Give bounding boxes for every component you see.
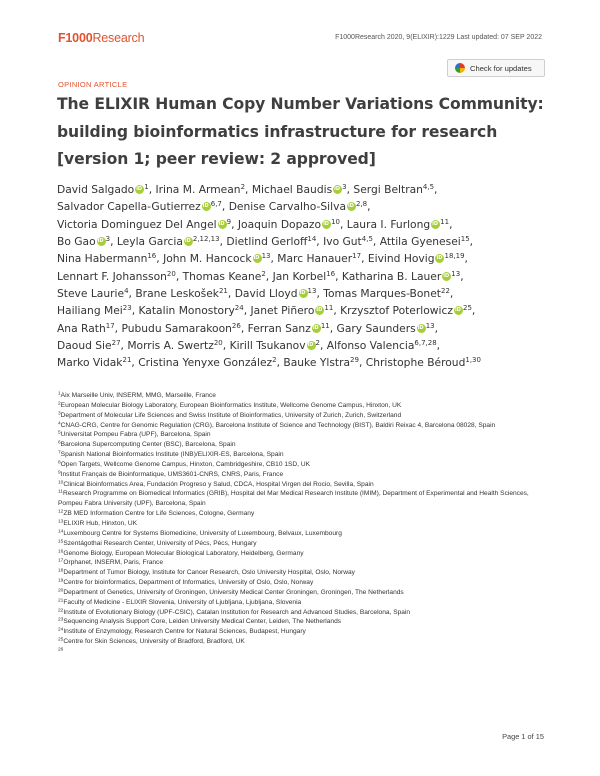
affiliation-number: 5 (58, 430, 61, 436)
affiliation-text: European Molecular Biology Laboratory, European Bioinformatics Institute, Wellcome Genome Campus, Hinxton, UK (60, 401, 402, 409)
affiliation-text: Spanish National Bioinformatics Institute (INB)/ELIXIR-ES, Barcelona, Spain (60, 451, 284, 459)
check-updates-button[interactable] (447, 59, 545, 77)
affiliation-marker: 4,5 (422, 183, 435, 191)
author-name-text: Irina M. Armean (155, 183, 241, 196)
orcid-icon[interactable] (431, 220, 440, 229)
author-name[interactable] (57, 287, 129, 300)
author-name[interactable] (163, 252, 270, 265)
affiliation-marker: 18,19 (444, 252, 465, 261)
author-line: David SalgadoiD $^1$, Irina M. Armean$^2$, Michael BaudisiD $^3$, Sergi Beltran$^{4,5}$, (57, 181, 557, 198)
author-name[interactable] (57, 252, 156, 265)
author-name-text: Thomas Keane (182, 269, 262, 283)
affiliation-number: 10 (58, 480, 64, 486)
author-line: Salvador Capella-GutierreziD $^{6,7}$, Denise Carvalho-SilvaiD $^{2,8}$, (57, 198, 557, 215)
author-line: Victoria Dominguez Del AngeliD $^9$, Joaquin DopazoiD $^{10}$, Laura I. FurlongiD $^{11}$, (57, 216, 557, 233)
author-name[interactable] (327, 339, 437, 352)
affiliation-marker: 25 (462, 304, 472, 313)
affiliation-marker: 20 (166, 269, 176, 278)
affiliation-item (58, 568, 548, 578)
crossmark-icon (455, 63, 465, 73)
author-name-text: Marc Hanauer (277, 252, 353, 266)
author-line: Ana Rath$^{17}$, Pubudu Samarakoon$^{26}$, Ferran SanziD $^{11}$, Gary SaundersiD $^{13}$, (57, 320, 557, 337)
author-name[interactable] (155, 183, 245, 196)
affiliation-number: 6 (58, 440, 61, 446)
affiliation-item (58, 391, 548, 401)
orcid-icon[interactable] (442, 272, 451, 281)
affiliation-number: 17 (58, 558, 64, 564)
orcid-icon[interactable] (184, 237, 193, 246)
author-name[interactable] (138, 304, 243, 317)
affiliation-text: Institute of Enzymology, Research Centre for Natural Sciences, Budapest, Hungary (63, 628, 306, 636)
affiliation-marker: 9 (226, 217, 232, 226)
affiliation-marker: 24 (234, 304, 244, 313)
orcid-icon[interactable] (333, 185, 342, 194)
affiliation-marker: 21 (218, 287, 228, 296)
affiliation-text: Centre for bioinformatics, Department of Informatics, University of Oslo, Oslo, Norway (63, 579, 314, 587)
journal-logo[interactable] (58, 31, 144, 45)
article-type: OPINION ARTICLE (58, 80, 128, 89)
author-name[interactable] (323, 287, 450, 300)
author-name-text: Lennart F. Johansson (57, 269, 167, 283)
affiliation-text: Orphanet, INSERM, Paris, France (63, 559, 164, 567)
affiliation-item (58, 647, 548, 657)
affiliation-marker: 3 (342, 183, 347, 191)
author-name-text: Cristina Yenyxe González (138, 356, 273, 370)
author-name[interactable] (135, 287, 228, 300)
affiliation-item (58, 529, 548, 539)
orcid-icon[interactable] (135, 185, 144, 194)
affiliation-text: Institut Français de Bioinformatique, UMS3601-CNRS, CNRS, Paris, France (60, 470, 284, 478)
affiliation-marker: 27 (111, 339, 121, 348)
affiliation-text: Clinical Bioinformatics Area, Fundación Progreso y Salud, CDCA, Hospital Virgen del Rocio, Sevilla, Spain (63, 480, 374, 488)
author-name-text: Michael Baudis (251, 183, 333, 196)
author-name-text: Jan Korbel (272, 269, 327, 283)
affiliation-marker: 4,5 (361, 235, 373, 244)
author-name[interactable] (283, 356, 359, 369)
author-name[interactable] (57, 270, 176, 283)
orcid-icon[interactable] (97, 237, 106, 246)
affiliation-marker: 29 (350, 356, 359, 365)
author-name[interactable] (323, 235, 373, 248)
affiliation-marker: 2 (261, 269, 266, 278)
author-name-text: Ivo Gut (323, 235, 362, 249)
author-name[interactable] (368, 252, 465, 265)
author-line: Steve Laurie$^4$, Brane Leskošek$^{21}$, David LloydiD $^{13}$, Tomas Marques-Bonet$^{22}$, (57, 285, 557, 302)
affiliation-item (58, 549, 548, 559)
author-name-text: Daoud Sie (57, 339, 112, 353)
author-name[interactable] (57, 304, 132, 317)
author-name-text: Alfonso Valencia (326, 339, 415, 353)
author-name[interactable] (366, 356, 481, 369)
author-name[interactable] (57, 322, 115, 335)
author-name[interactable] (273, 270, 336, 283)
affiliation-marker: 16 (147, 252, 157, 261)
orcid-icon[interactable] (312, 324, 321, 333)
affiliation-marker: 23 (122, 304, 132, 313)
author-name-text: Kirill Tsukanov (229, 339, 306, 353)
orcid-icon[interactable] (218, 220, 227, 229)
affiliation-text: CNAG-CRG, Centre for Genomic Regulation (CRG), Barcelona Institute of Science and Technology (BIST), Baldiri Reixac 4, Barcelona 08028, Spain (60, 421, 496, 429)
affiliation-marker: 1 (144, 183, 149, 191)
affiliation-text: Faculty of Medicine - ELIXIR Slovenia, University of Ljubljana, Ljubljana, Slovenia (63, 598, 302, 606)
author-name-text: Nina Habermann (57, 252, 148, 266)
affiliation-list (58, 391, 548, 657)
author-name-text: Marko Vidak (57, 356, 123, 370)
affiliation-marker: 2 (240, 183, 246, 191)
author-name-text: Laura I. Furlong (346, 217, 431, 231)
author-line: Lennart F. Johansson$^{20}$, Thomas Keane$^2$, Jan Korbel$^{16}$, Katharina B. LaueriD $^{13}$, (57, 268, 557, 285)
affiliation-text: Universitat Pompeu Fabra (UPF), Barcelona, Spain (60, 431, 211, 439)
affiliation-number: 1 (58, 391, 61, 397)
affiliation-item (58, 411, 548, 421)
affiliation-marker: 20 (213, 339, 223, 348)
affiliation-item (58, 440, 548, 450)
author-name[interactable] (127, 339, 222, 352)
affiliation-number: 18 (58, 568, 64, 574)
affiliation-number: 22 (58, 608, 64, 614)
author-name-text: Ferran Sanz (247, 321, 311, 335)
affiliation-number: 12 (58, 509, 64, 515)
author-name-text: Joaquin Dopazo (237, 217, 322, 231)
logo-prefix: F1000 (58, 31, 93, 45)
orcid-icon[interactable] (202, 202, 211, 211)
orcid-icon[interactable] (347, 202, 356, 211)
author-name-text: Hailiang Mei (57, 304, 123, 318)
author-name[interactable] (121, 322, 240, 335)
affiliation-item (58, 558, 548, 568)
author-name-text: Tomas Marques-Bonet (323, 287, 441, 301)
author-name[interactable] (340, 304, 472, 317)
affiliation-item (58, 450, 548, 460)
author-name[interactable] (230, 339, 320, 352)
author-name[interactable] (117, 235, 220, 248)
affiliation-number: 2 (58, 401, 61, 407)
author-name-text: David Lloyd (234, 287, 298, 301)
author-name[interactable] (229, 200, 367, 213)
affiliation-marker: 1,30 (465, 356, 481, 365)
affiliation-text: Barcelona Supercomputing Center (BSC), Barcelona, Spain (60, 441, 236, 449)
affiliation-number: 16 (58, 549, 64, 554)
author-name[interactable] (248, 322, 330, 335)
affiliation-marker: 14 (307, 235, 317, 244)
author-name[interactable] (251, 304, 334, 317)
author-name[interactable] (57, 339, 121, 352)
author-name[interactable] (380, 235, 470, 248)
affiliation-text: Open Targets, Wellcome Genome Campus, Hinxton, Cambridgeshire, CB10 1SD, UK (60, 460, 311, 468)
affiliation-marker: 6,7 (210, 200, 222, 209)
affiliation-item (58, 430, 548, 440)
affiliation-item (58, 460, 548, 470)
affiliation-text: Sequencing Analysis Support Core, Leiden University Medical Center, Leiden, The Netherlands (63, 618, 342, 626)
affiliation-text: Genome Biology, European Molecular Biological Laboratory, Heidelberg, Germany (63, 549, 304, 557)
author-name[interactable] (342, 270, 460, 283)
author-name-text: Dietlind Gerloff (226, 235, 308, 249)
affiliation-text: Department of Genetics, University of Groningen, University Medical Center Groningen, Groningen, The Netherlands (63, 588, 404, 596)
affiliation-marker: 13 (425, 321, 435, 330)
affiliation-text: Szentágothai Research Center, University of Pécs, Pécs, Hungary (63, 539, 257, 547)
affiliation-number: 8 (58, 460, 61, 466)
affiliation-text: Research Programme on Biomedical Informatics (GRIB), Hospital del Mar Medical Research Institute (IMIM), Department of Experimental and Health Sciences, Pompeu Fabra University (UPF), Barcelona, Spain (58, 490, 529, 508)
affiliation-number: 3 (58, 411, 61, 417)
affiliation-marker: 10 (331, 217, 340, 226)
orcid-icon[interactable] (253, 254, 262, 263)
orcid-icon[interactable] (454, 306, 463, 315)
author-name-text: Bauke Ylstra (283, 356, 351, 370)
affiliation-number: 19 (58, 578, 64, 584)
affiliation-marker: 17 (105, 321, 115, 330)
affiliation-marker: 6,7,28 (414, 339, 437, 348)
affiliation-text: Luxembourg Centre for Systems Biomedicine, University of Luxembourg, Belvaux, Luxembourg (63, 529, 342, 537)
logo-suffix: Research (92, 31, 145, 45)
affiliation-marker: 11 (440, 217, 450, 226)
author-line: Daoud Sie$^{27}$, Morris A. Swertz$^{20}$, Kirill TsukanoviD $^2$, Alfonso Valencia$^{6,7,28}$, (57, 337, 557, 354)
author-name[interactable] (57, 356, 131, 369)
author-name-text: Katharina B. Lauer (341, 269, 442, 283)
affiliation-item (58, 509, 548, 519)
affiliation-number: 9 (58, 470, 61, 476)
author-line: Bo GaoiD $^3$, Leyla GarciaiD $^{2,12,13}$, Dietlind Gerloff$^{14}$, Ivo Gut$^{4,5}$, Attila Gyenesei$^{15}$, (57, 233, 557, 250)
affiliation-marker: 2 (272, 356, 277, 365)
affiliation-marker: 17 (352, 252, 362, 261)
author-name-text: Pubudu Samarakoon (121, 321, 232, 335)
affiliation-number: 26 (58, 647, 64, 653)
author-name[interactable] (57, 200, 222, 213)
affiliation-marker: 3 (105, 235, 111, 244)
affiliation-item (58, 617, 548, 627)
author-name-text: Sergi Beltran (353, 183, 423, 196)
orcid-icon[interactable] (307, 341, 316, 350)
author-name[interactable] (57, 235, 110, 248)
affiliation-number: 21 (58, 598, 64, 604)
author-name[interactable] (337, 322, 435, 335)
author-name[interactable] (57, 218, 231, 231)
orcid-icon[interactable] (435, 254, 444, 263)
affiliation-number: 7 (58, 450, 61, 456)
article-title: The ELIXIR Human Copy Number Variations Community: building bioinformatics infrastructure for research [version 1; peer review: 2 approved] (57, 95, 544, 168)
author-name-text: John M. Hancock (163, 252, 252, 266)
affiliation-marker: 13 (307, 287, 317, 296)
affiliation-marker: 22 (440, 287, 450, 296)
affiliation-marker: 21 (122, 356, 132, 365)
affiliation-number: 4 (58, 421, 61, 427)
affiliation-number: 11 (58, 489, 63, 495)
affiliation-number: 24 (58, 627, 64, 633)
author-name[interactable] (183, 270, 266, 283)
author-name-text: Leyla Garcia (116, 235, 183, 249)
affiliation-marker: 13 (451, 269, 461, 278)
affiliation-text: Institute of Evolutionary Biology (UPF-CSIC), Catalan Institution for Research and Advanced Studies, Barcelona, Spain (63, 608, 411, 616)
affiliation-marker: 2,8 (356, 200, 368, 209)
affiliation-number: 20 (58, 588, 64, 594)
author-line: Nina Habermann$^{16}$, John M. HancockiD $^{13}$, Marc Hanauer$^{17}$, Eivind HovigiD $^{18,19}$, (57, 250, 557, 267)
affiliation-number: 14 (58, 529, 64, 535)
orcid-icon[interactable] (315, 306, 324, 315)
author-name[interactable] (277, 252, 361, 265)
affiliation-number: 25 (58, 637, 64, 643)
author-name[interactable] (353, 183, 434, 196)
author-line: Hailiang Mei$^{23}$, Katalin Monostory$^{24}$, Janet PiñeroiD $^{11}$, Krzysztof PoterlowicziD $^{25}$, (57, 302, 557, 319)
affiliation-text: Aix Marseille Univ, INSERM, MMG, Marseille, France (60, 392, 216, 399)
affiliation-item (58, 598, 548, 608)
author-name-text: Steve Laurie (57, 287, 125, 301)
author-name-text: Attila Gyenesei (379, 235, 461, 249)
affiliation-marker: 2 (315, 339, 320, 348)
page-number: Page 1 of 15 (502, 732, 544, 741)
author-list (57, 181, 557, 372)
affiliation-marker: 11 (324, 304, 334, 313)
author-name-text: Christophe Béroud (365, 356, 466, 370)
author-name-text: Victoria Dominguez Del Angel (57, 217, 217, 231)
affiliation-text: ZB MED Information Centre for Life Sciences, Cologne, Germany (63, 510, 255, 518)
author-name[interactable] (57, 183, 149, 196)
affiliation-item (58, 539, 548, 549)
affiliation-item (58, 401, 548, 411)
affiliation-item (58, 637, 548, 647)
author-name-text: Eivind Hovig (367, 252, 435, 266)
author-name-text: Janet Piñero (250, 304, 315, 318)
affiliation-item (58, 480, 548, 490)
author-name-text: Bo Gao (57, 235, 96, 249)
orcid-icon[interactable] (299, 289, 308, 298)
author-name-text: Ana Rath (57, 321, 106, 335)
citation-line: F1000Research 2020, 9(ELIXIR):1229 Last updated: 07 SEP 2022 (335, 34, 542, 41)
affiliation-item (58, 588, 548, 598)
affiliation-number: 13 (58, 519, 64, 525)
affiliation-marker: 11 (320, 321, 330, 330)
author-name[interactable] (252, 183, 347, 196)
affiliation-marker: 26 (231, 321, 241, 330)
check-updates-label: Check for updates (470, 63, 532, 73)
affiliation-item (58, 519, 548, 529)
author-name-text: Krzysztof Poterlowicz (340, 304, 453, 318)
affiliation-marker: 13 (261, 252, 271, 261)
affiliation-marker: 2,12,13 (192, 235, 220, 244)
author-name-text: Brane Leskošek (135, 287, 219, 301)
author-name-text: Katalin Monostory (138, 304, 235, 318)
author-name-text: Salvador Capella-Gutierrez (57, 200, 201, 214)
affiliation-number: 23 (58, 617, 64, 623)
affiliation-text: ELIXIR Hub, Hinxton, UK (63, 519, 138, 527)
author-name[interactable] (238, 218, 340, 231)
author-name-text: Morris A. Swertz (127, 339, 214, 353)
orcid-icon[interactable] (417, 324, 426, 333)
author-name[interactable] (138, 356, 276, 369)
author-name[interactable] (347, 218, 449, 231)
affiliation-item (58, 578, 548, 588)
affiliation-item (58, 421, 548, 431)
author-name[interactable] (226, 235, 316, 248)
affiliation-text: Department of Tumor Biology, Institute for Cancer Research, Oslo University Hospital, Oslo, Norway (63, 569, 355, 577)
author-line: Marko Vidak$^{21}$, Cristina Yenyxe González$^2$, Bauke Ylstra$^{29}$, Christophe Béroud$^{1,30}$ (57, 356, 481, 370)
orcid-icon[interactable] (322, 220, 331, 229)
affiliation-number: 15 (58, 539, 64, 545)
affiliation-item (58, 627, 548, 637)
author-name[interactable] (235, 287, 317, 300)
author-name-text: Gary Saunders (336, 321, 416, 335)
affiliation-item (58, 608, 548, 618)
affiliation-marker: 4 (124, 287, 129, 296)
author-name-text: Denise Carvalho-Silva (228, 200, 346, 214)
affiliation-marker: 16 (326, 269, 336, 278)
affiliation-item (58, 470, 548, 480)
author-name-text: David Salgado (57, 183, 135, 196)
affiliation-text: Centre for Skin Sciences, University of Bradford, Bradford, UK (63, 638, 245, 646)
affiliation-item (58, 489, 548, 509)
affiliation-text: Department of Molecular Life Sciences and Swiss Institute of Bioinformatics, University of Zurich, Zurich, Switzerland (60, 411, 402, 419)
affiliation-marker: 15 (460, 235, 470, 244)
